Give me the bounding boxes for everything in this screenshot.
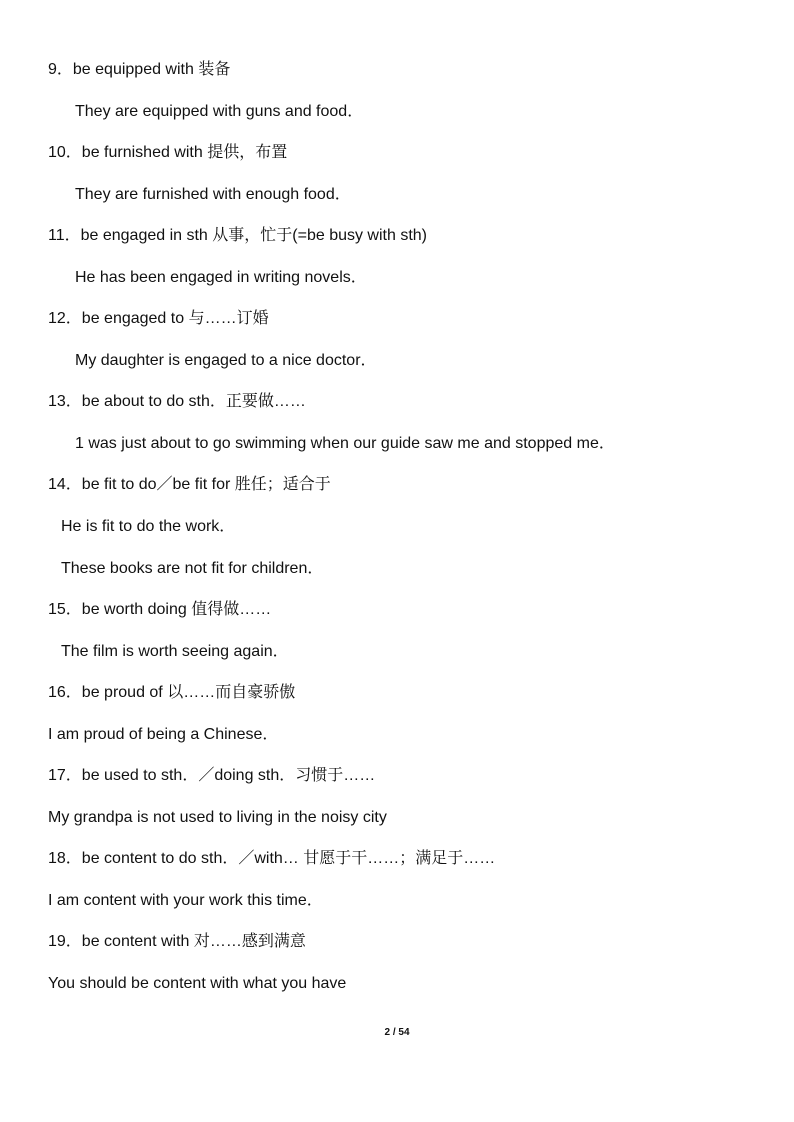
example-sentence-13: 1 was just about to go swimming when our guide saw me and stopped me． xyxy=(75,435,615,452)
phrase-heading-11: 11．be engaged in sth 从事，忙于(=be busy with sth) xyxy=(48,227,428,244)
example-sentence-14b: These books are not fit for children． xyxy=(61,560,324,577)
example-sentence-19: You should be content with what you have xyxy=(48,975,347,992)
phrase-heading-12: 12．be engaged to 与……订婚 xyxy=(48,310,269,327)
example-sentence-14a: He is fit to do the work． xyxy=(61,518,236,535)
page-number: 2 / 54 xyxy=(384,1027,410,1038)
phrase-heading-18: 18．be content to do sth．／with… 甘愿于干……；满足于…… xyxy=(48,850,496,867)
phrase-heading-16: 16．be proud of 以……而自豪骄傲 xyxy=(48,684,296,701)
example-sentence-12: My daughter is engaged to a nice doctor． xyxy=(75,352,377,369)
phrase-heading-19: 19．be content with 对……感到满意 xyxy=(48,933,306,950)
example-sentence-16: I am proud of being a Chinese． xyxy=(48,726,279,743)
phrase-heading-9: 9．be equipped with 装备 xyxy=(48,61,231,78)
example-sentence-11: He has been engaged in writing novels． xyxy=(75,269,367,286)
phrase-heading-17: 17．be used to sth．／doing sth．习惯于…… xyxy=(48,767,376,784)
phrase-heading-15: 15．be worth doing 值得做…… xyxy=(48,601,272,618)
phrase-heading-14: 14．be fit to do／be fit for 胜任；适合于 xyxy=(48,476,331,493)
example-sentence-9: They are equipped with guns and food． xyxy=(75,103,364,120)
example-sentence-15: The film is worth seeing again． xyxy=(61,643,289,660)
example-sentence-17: My grandpa is not used to living in the noisy city xyxy=(48,809,387,826)
phrase-heading-13: 13．be about to do sth．正要做…… xyxy=(48,393,306,410)
phrase-heading-10: 10．be furnished with 提供，布置 xyxy=(48,144,288,161)
example-sentence-10: They are furnished with enough food． xyxy=(75,186,351,203)
example-sentence-18: I am content with your work this time． xyxy=(48,892,323,909)
